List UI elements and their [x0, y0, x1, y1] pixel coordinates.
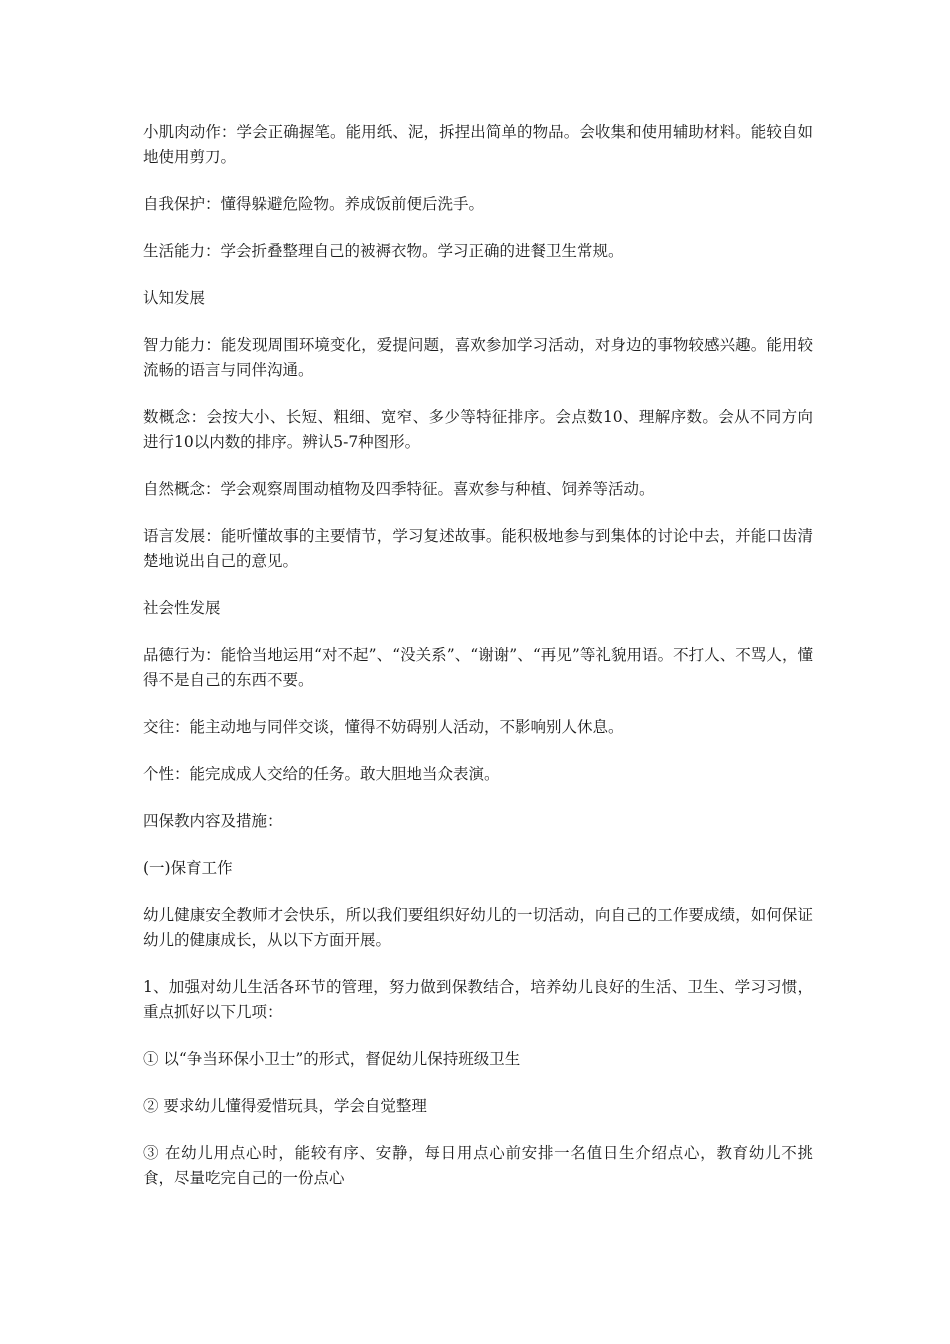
- paragraph-language: 语言发展：能听懂故事的主要情节，学习复述故事。能积极地参与到集体的讨论中去，并能口齿清楚地说出自己的意见。: [143, 527, 813, 570]
- paragraph-self-protection: 自我保护：懂得躲避危险物。养成饭前便后洗手。: [143, 195, 485, 213]
- list-item-toys: ② 要求幼儿懂得爱惜玩具，学会自觉整理: [143, 1097, 427, 1115]
- paragraph-health-safety: 幼儿健康安全教师才会快乐，所以我们要组织好幼儿的一切活动，向自己的工作要成绩，如何保证幼儿的健康成长，从以下方面开展。: [143, 906, 813, 949]
- paragraph-number-concept: 数概念：会按大小、长短、粗细、宽窄、多少等特征排序。会点数10、理解序数。会从不同方向进行10以内数的排序。辨认5-7种图形。: [143, 408, 813, 451]
- document-body: [143, 120, 813, 1213]
- section-heading-care-education: 四保教内容及措施：: [143, 812, 283, 830]
- section-heading-cognitive: 认知发展: [143, 289, 206, 307]
- paragraph-interaction: 交往：能主动地与同伴交谈，懂得不妨碍别人活动，不影响别人休息。: [143, 718, 624, 736]
- list-item-environment: ① 以“争当环保小卫士”的形式，督促幼儿保持班级卫生: [143, 1050, 521, 1068]
- paragraph-life-skills: 生活能力：学会折叠整理自己的被褥衣物。学习正确的进餐卫生常规。: [143, 242, 624, 260]
- paragraph-intellectual: 智力能力：能发现周围环境变化，爱提问题，喜欢参加学习活动，对身边的事物较感兴趣。能用较流畅的语言与同伴沟通。: [143, 336, 813, 379]
- subsection-heading-care-work: (一)保育工作: [143, 859, 233, 877]
- paragraph-moral-behavior: 品德行为：能恰当地运用“对不起”、“没关系”、“谢谢”、“再见”等礼貌用语。不打人、不骂人，懂得不是自己的东西不要。: [143, 646, 813, 689]
- paragraph-fine-motor: 小肌肉动作：学会正确握笔。能用纸、泥，拆捏出简单的物品。会收集和使用辅助材料。能较自如地使用剪刀。: [143, 123, 813, 166]
- section-heading-social: 社会性发展: [143, 599, 221, 617]
- list-item-snacks: ③ 在幼儿用点心时，能较有序、安静，每日用点心前安排一名值日生介绍点心，教育幼儿不挑食，尽量吃完自己的一份点心: [143, 1144, 813, 1187]
- paragraph-personality: 个性：能完成成人交给的任务。敢大胆地当众表演。: [143, 765, 500, 783]
- paragraph-nature-concept: 自然概念：学会观察周围动植物及四季特征。喜欢参与种植、饲养等活动。: [143, 480, 655, 498]
- paragraph-daily-management: 1、加强对幼儿生活各环节的管理，努力做到保教结合，培养幼儿良好的生活、卫生、学习习惯，重点抓好以下几项：: [143, 978, 813, 1021]
